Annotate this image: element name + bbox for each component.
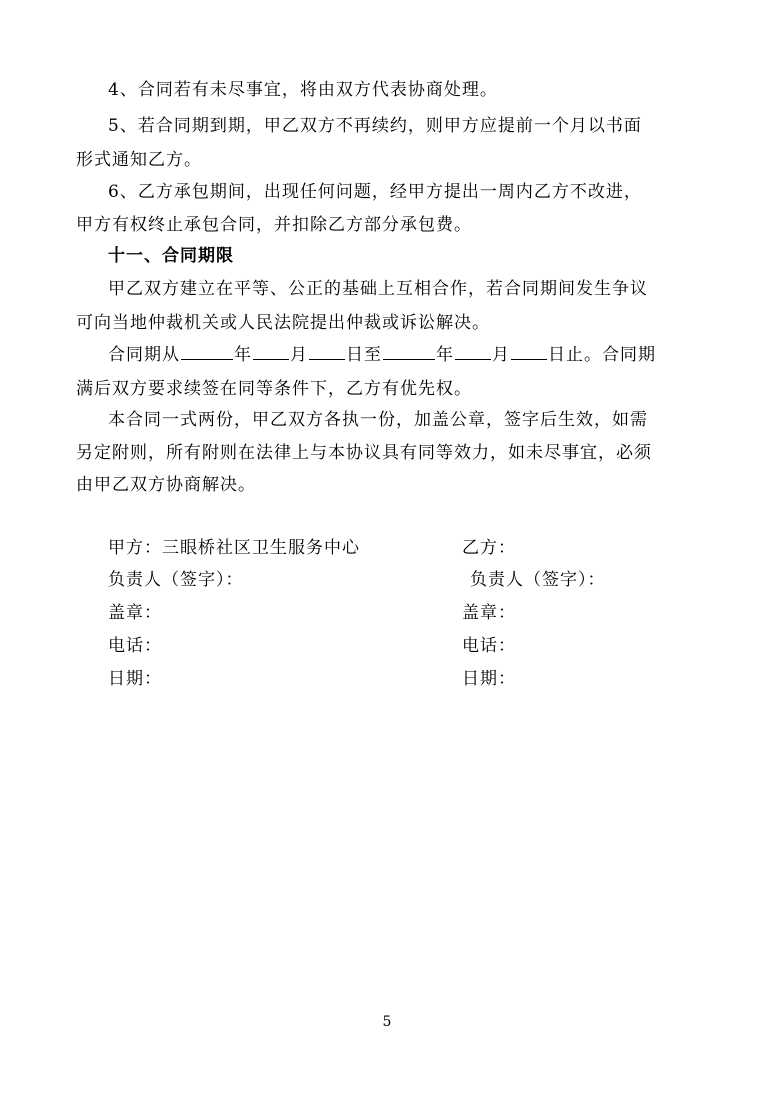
end-year-blank <box>383 343 435 360</box>
party-b-date: 日期： <box>462 669 516 689</box>
contract-term-line2: 满后双方要求续签在同等条件下，乙方有优先权。 <box>76 379 472 399</box>
party-a-seal: 盖章： <box>108 603 162 623</box>
term-day-to-label: 日至 <box>346 345 382 365</box>
term-month-label: 月 <box>290 345 308 365</box>
term-year2-label: 年 <box>436 345 454 365</box>
section-heading: 十一、合同期限 <box>108 246 234 266</box>
party-b-responsible: 负责人（签字）： <box>470 570 606 590</box>
start-year-blank <box>181 343 233 360</box>
party-b-name: 乙方： <box>462 538 516 558</box>
start-month-blank <box>253 343 289 360</box>
party-a-responsible: 负责人（签字）： <box>108 570 244 590</box>
clause-4: 4、合同若有未尽事宜，将由双方代表协商处理。 <box>108 80 498 100</box>
section-para1-line1: 甲乙双方建立在平等、公正的基础上互相合作，若合同期间发生争议 <box>108 279 648 299</box>
party-a-date: 日期： <box>108 669 162 689</box>
party-a-phone: 电话： <box>108 636 162 656</box>
clause-6-line1: 6、乙方承包期间，出现任何问题，经甲方提出一周内乙方不改进， <box>108 182 642 202</box>
start-day-blank <box>309 343 345 360</box>
party-b-phone: 电话： <box>462 636 516 656</box>
term-day-end-label: 日止。合同期 <box>548 345 656 365</box>
end-day-blank <box>511 343 547 360</box>
party-a-name: 甲方：三眼桥社区卫生服务中心 <box>108 538 360 558</box>
term-year-label: 年 <box>234 345 252 365</box>
page-number: 5 <box>382 1014 392 1030</box>
term-month2-label: 月 <box>492 345 510 365</box>
section-para3-line3: 由甲乙双方协商解决。 <box>76 475 256 495</box>
section-para3-line1: 本合同一式两份，甲乙双方各执一份，加盖公章，签字后生效，如需 <box>108 410 648 430</box>
section-para1-line2: 可向当地仲裁机关或人民法院提出仲裁或诉讼解决。 <box>76 313 490 333</box>
section-para3-line2: 另定附则，所有附则在法律上与本协议具有同等效力，如未尽事宜，必须 <box>76 443 652 463</box>
clause-6-line2: 甲方有权终止承包合同，并扣除乙方部分承包费。 <box>76 215 472 235</box>
clause-5-line1: 5、若合同期到期，甲乙双方不再续约，则甲方应提前一个月以书面 <box>108 116 642 136</box>
clause-5-line2: 形式通知乙方。 <box>76 150 202 170</box>
contract-term-line1 <box>108 343 656 367</box>
party-b-seal: 盖章： <box>462 603 516 623</box>
end-month-blank <box>455 343 491 360</box>
term-from-label: 合同期从 <box>108 345 180 365</box>
